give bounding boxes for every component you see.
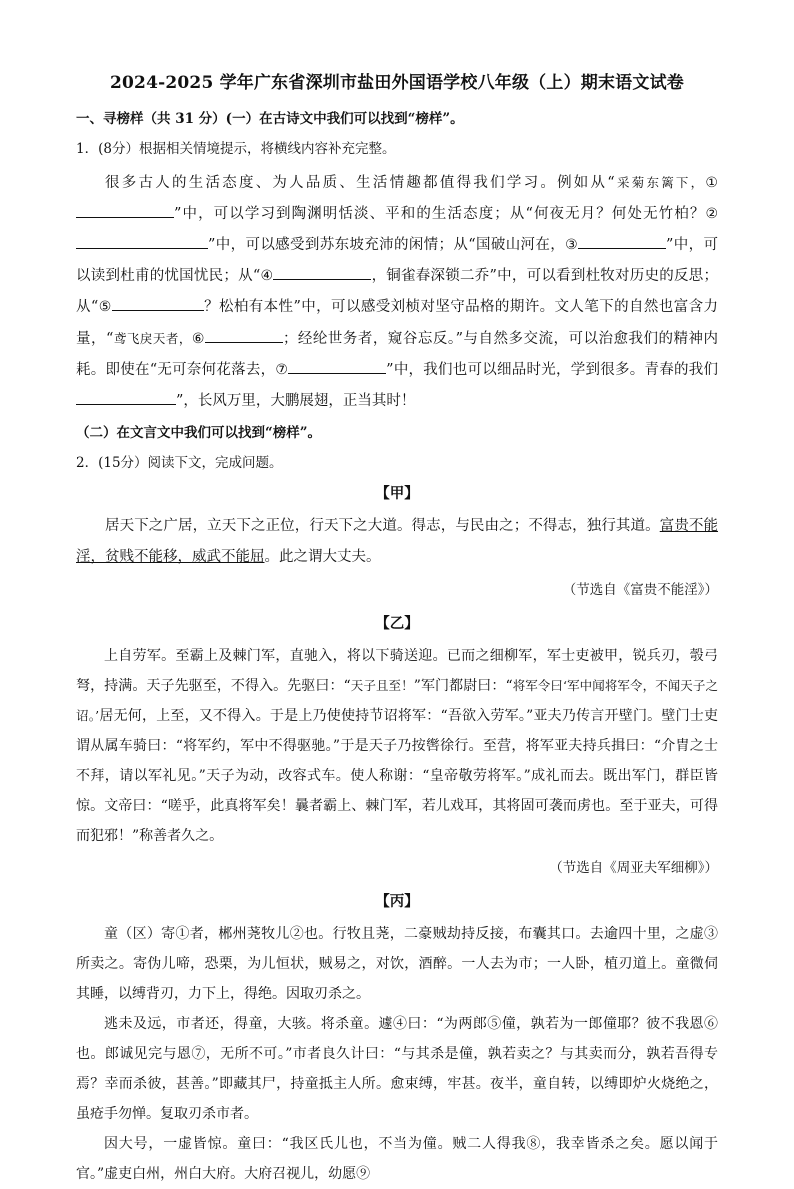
passage-bing-p3: 因大号，一虚皆惊。童曰：“我区氏儿也，不当为僮。贼二人得我⑧，我幸皆杀之矣。愿以闻于官。”虚吏白州，州白大府。大府召视儿，幼愿⑨ <box>76 1136 718 1182</box>
passage-quote: 鸢飞戾天者， <box>113 331 192 346</box>
blank-marker-5: ⑤ <box>98 299 112 315</box>
passage-text: 。此之谓大丈夫。 <box>264 549 381 565</box>
passage-bing-p1: 童（区）寄①者，郴州荛牧儿②也。行牧且荛，二豪贼劫持反接，布囊其口。去逾四十里，之虚③所卖之。寄伪儿啼，恐栗，为儿恒状，贼易之，对饮，酒醉。一人去为市；一人卧，植刃道上。童微伺其睡，以缚背刃，力下上，得绝。因取刃杀之。 <box>76 926 718 1002</box>
question-2-label: 2．(15分）阅读下文，完成问题。 <box>76 455 283 471</box>
passage-text: ”，长风万里，大鹏展翅，正当其时！ <box>176 393 416 409</box>
passage-jia <box>76 511 718 573</box>
underlined-text: 富贵不能淫，贫贱不能移， <box>76 518 719 565</box>
passage-bing-heading: 【丙】 <box>375 893 419 910</box>
passage-jia-source: （节选自《富贵不能淫》） <box>562 582 718 598</box>
answer-blank-3[interactable] <box>578 233 666 249</box>
answer-blank-6[interactable] <box>205 327 283 343</box>
answer-blank-8[interactable] <box>76 389 176 405</box>
passage-text: 很多古人的生活态度、为人品质、生活情趣都值得我们学习。例如从“ <box>105 175 615 191</box>
blank-marker-6: ⑥ <box>191 331 205 347</box>
passage-text: ”军门都尉曰：“ <box>413 678 513 694</box>
passage-bing-p2: 逃未及远，市者还，得童，大骇。将杀童。遽④曰：“为两郎⑤僮，孰若为一郎僮耶？彼不我恩⑥也。郎诚见完与恩⑦，无所不可。”市者良久计曰：“与其杀是僮，孰若卖之？与其卖而分，孰若吾得专焉？幸而杀彼，甚善。”即藏其尸，持童抵主人所。愈束缚，牢甚。夜半，童自转，以缚即炉火烧绝之，虽疮手勿惮。复取刃杀市者。 <box>76 1016 718 1122</box>
passage-yi <box>76 641 718 851</box>
section-heading-1: 一、寻榜样（共 31 分）(一）在古诗文中我们可以找到“榜样”。 <box>76 111 464 127</box>
passage-quote: 采菊东篱下， <box>614 175 706 190</box>
answer-blank-2[interactable] <box>76 233 208 249</box>
answer-blank-4[interactable] <box>273 264 371 280</box>
passage-quote: 天子且至！ <box>350 678 414 693</box>
question-1-label: 1．(8分）根据相关情境提示，将横线内容补充完整。 <box>76 141 396 157</box>
answer-blank-7[interactable] <box>288 358 386 374</box>
passage-text: 居无何，上至，又不得入。于是上乃使使持节诏将军：“吾欲入劳军。”亚夫乃传言开壁门。壁门士吏谓从属车骑曰：“将军约，军中不得驱驰。”于是天子乃按辔徐行。至营，将军亚夫持兵揖曰：“介胄之士不拜，请以军礼见。”天子为动，改容式车。使人称谢：“皇帝敬劳将军。”成礼而去。既出军门，群臣皆惊。文帝曰：“嗟乎，此真将军矣！曩者霸上、棘门军，若儿戏耳，其将固可袭而虏也。至于亚夫，可得而犯邪！”称善者久之。 <box>76 708 718 844</box>
blank-marker-3: ③ <box>565 237 579 253</box>
passage-text: ”中，可以感受到苏东坡充沛的闲情；从“国破山河在， <box>208 237 566 253</box>
exam-title: 2024-2025 学年广东省深圳市盐田外国语学校八年级（上）期末语文试卷 <box>109 73 684 93</box>
passage-text: ；经纶世务者，窥谷忘反。”与自然多交流，可以治愈我们的精神内耗。即使在“无可奈何花落去， <box>76 331 718 378</box>
answer-blank-5[interactable] <box>112 295 204 311</box>
passage-text: ？松柏有本性”中，可以感受刘桢对坚守品格的期许。文人笔下的自然也富含力量，“ <box>76 299 718 347</box>
underlined-text: 威武不能屈 <box>192 549 265 565</box>
passage-quote: 将军令曰‘军中闻将军令，不闻天子之诏。’ <box>76 678 718 723</box>
answer-blank-1[interactable] <box>76 202 174 218</box>
section-heading-2: （二）在文言文中我们可以找到“榜样”。 <box>76 425 322 441</box>
passage-text: ”中，可以读到杜甫的忧国忧民；从“ <box>76 237 718 284</box>
passage-jia-heading: 【甲】 <box>375 485 419 502</box>
blank-marker-2: ② <box>705 206 718 222</box>
passage-text: ”中，我们也可以细品时光，学到很多。青春的我们 <box>386 362 718 378</box>
passage-text: 居天下之广居，立天下之正位，行天下之大道。得志，与民由之；不得志，独行其道。 <box>105 518 660 534</box>
passage-text: 上自劳军。至霸上及棘门军，直驰入，将以下骑送迎。已而之细柳军，军士吏被甲，锐兵刃，彀弓弩，持满。天子先驱至，不得入。先驱曰：“ <box>76 648 718 694</box>
blank-marker-7: ⑦ <box>275 362 289 378</box>
passage-text: ”中，可以学习到陶渊明恬淡、平和的生活态度；从“何夜无月？何处无竹柏？ <box>174 206 706 222</box>
passage-yi-heading: 【乙】 <box>375 615 419 632</box>
blank-marker-4: ④ <box>260 268 274 284</box>
passage-yi-source: （节选自《周亚夫军细柳》） <box>549 860 718 876</box>
question-1-passage <box>76 167 718 417</box>
passage-text: ，铜雀春深锁二乔”中，可以看到杜牧对历史的反思；从“ <box>76 268 718 315</box>
blank-marker-1: ① <box>705 175 718 191</box>
